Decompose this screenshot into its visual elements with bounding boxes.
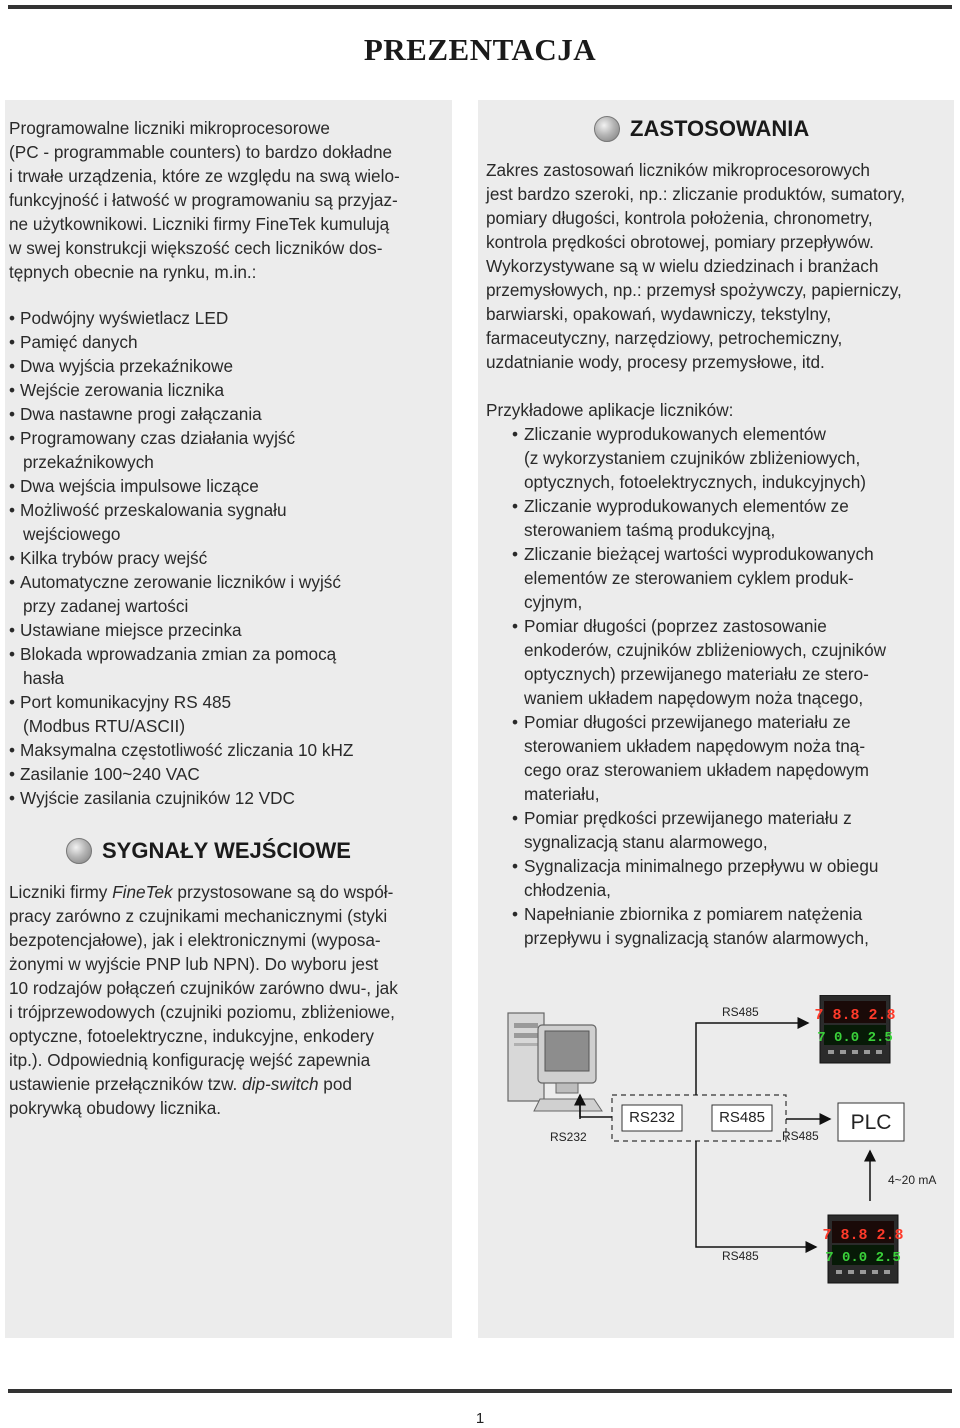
counter-bottom-green-digits: 7 0.0 2.5	[825, 1250, 901, 1266]
plc-label: PLC	[850, 1111, 892, 1134]
feature-text: Ustawiane miejsce przecinka	[20, 620, 242, 640]
feature-text-continued: wejściowego	[23, 524, 121, 544]
rs485-right-label: RS485	[782, 1129, 819, 1143]
bullet-dot-icon	[66, 838, 92, 864]
signals-paragraph	[9, 880, 398, 1120]
feature-text-continued: przy zadanej wartości	[23, 596, 189, 616]
feature-text: Port komunikacyjny RS 485	[20, 692, 232, 712]
signals-heading-text: SYGNAŁY WEJŚCIOWE	[102, 838, 351, 863]
rs485-bottom-label: RS485	[722, 1249, 759, 1263]
apps-intro-line: farmaceutyczny, narzędziowy, petrochemiczny,	[486, 328, 843, 348]
bullet-icon: •	[512, 904, 519, 924]
signals-line: optyczne, fotoelektryczne, indukcyjne, enkodery	[9, 1026, 374, 1046]
example-text: Zliczanie wyprodukowanych elementów	[524, 424, 826, 444]
example-text-continued: przepływu i sygnalizacją stanów alarmowych,	[524, 928, 869, 948]
dip-switch-term: dip-switch	[242, 1074, 319, 1094]
signals-line	[9, 880, 398, 904]
signals-line	[9, 1072, 398, 1096]
bottom-rule	[8, 1389, 952, 1393]
feature-text: Zasilanie 100~240 VAC	[20, 764, 200, 784]
example-item	[512, 854, 886, 878]
example-item	[512, 422, 886, 446]
ma-signal-label: 4~20 mA	[888, 1173, 937, 1187]
feature-text: Programowany czas działania wyjść	[20, 428, 296, 448]
bullet-icon: •	[512, 712, 519, 732]
feature-text: Dwa nastawne progi załączania	[20, 404, 262, 424]
bullet-icon: •	[9, 644, 16, 664]
counter-bottom-red-digits: 7 8.8 2.8	[822, 1227, 904, 1244]
feature-text: Automatyczne zerowanie liczników i wyjść	[20, 572, 341, 592]
apps-intro-line: jest bardzo szeroki, np.: zliczanie produktów, sumatory,	[486, 184, 906, 204]
bullet-icon: •	[512, 424, 519, 444]
bullet-icon: •	[9, 308, 16, 328]
feature-item	[9, 426, 353, 450]
example-text: Zliczanie bieżącej wartości wyprodukowanych	[524, 544, 874, 564]
feature-text: Dwa wejścia impulsowe liczące	[20, 476, 259, 496]
example-item	[512, 542, 886, 566]
intro-line: i trwałe urządzenia, które ze względu na swą wielo-	[9, 166, 400, 186]
bullet-icon: •	[9, 332, 16, 352]
applications-heading	[594, 116, 809, 142]
rs232-box-label: RS232	[629, 1109, 675, 1126]
examples-list	[512, 422, 886, 950]
signals-line-pre: ustawienie przełączników tzw.	[9, 1074, 243, 1094]
example-text-continued: sygnalizacją stanu alarmowego,	[524, 832, 768, 852]
rs485-box-label: RS485	[719, 1109, 765, 1126]
bullet-icon: •	[512, 808, 519, 828]
example-text-continued: sterowaniem taśmą produkcyjną,	[524, 520, 776, 540]
example-text-continued: materiału,	[524, 784, 600, 804]
feature-text: Blokada wprowadzania zmian za pomocą	[20, 644, 337, 664]
example-text-continued: elementów ze sterowaniem cyklem produk-	[524, 568, 854, 588]
signals-line: i trójprzewodowych (czujniki poziomu, zbliżeniowe,	[9, 1002, 395, 1022]
example-text-continued: chłodzenia,	[524, 880, 611, 900]
feature-item	[9, 642, 353, 666]
feature-text: Możliwość przeskalowania sygnału	[20, 500, 287, 520]
example-item	[512, 614, 886, 638]
bullet-icon: •	[9, 572, 16, 592]
feature-text-continued: hasła	[23, 668, 65, 688]
apps-intro-line: barwiarski, opakowań, wydawniczy, tekstylny,	[486, 304, 832, 324]
feature-text: Dwa wyjścia przekaźnikowe	[20, 356, 234, 376]
signals-line: pokrywką obudowy licznika.	[9, 1098, 222, 1118]
counter-top-green-digits: 7 0.0 2.5	[817, 1030, 893, 1046]
signals-line: itp.). Odpowiednią konfigurację wejść zapewnia	[9, 1050, 371, 1070]
brand-name: FineTek	[112, 882, 173, 902]
intro-line: tępnych obecnie na rynku, m.in.:	[9, 262, 257, 282]
feature-item	[9, 498, 353, 522]
bullet-dot-icon	[594, 116, 620, 142]
bullet-icon: •	[9, 692, 16, 712]
bullet-icon: •	[9, 764, 16, 784]
apps-intro-line: kontrola prędkości obrotowej, pomiary przepływów.	[486, 232, 874, 252]
feature-item	[9, 306, 353, 330]
counter-display-top-icon	[814, 995, 895, 1063]
bullet-icon: •	[9, 500, 16, 520]
bullet-icon: •	[512, 544, 519, 564]
bullet-icon: •	[9, 356, 16, 376]
signals-line: pracy zarówno z czujnikami mechanicznymi (styki	[9, 906, 388, 926]
example-text: Pomiar prędkości przewijanego materiału z	[524, 808, 852, 828]
page-title: PREZENTACJA	[363, 32, 597, 67]
intro-paragraph	[9, 116, 400, 284]
example-item	[512, 806, 886, 830]
example-text-continued: optycznych, fotoelektrycznych, indukcyjnych)	[524, 472, 866, 492]
example-text-continued: cyjnym,	[524, 592, 583, 612]
signals-line-post: przystosowane są do współ-	[172, 882, 394, 902]
feature-item	[9, 546, 353, 570]
apps-intro-line: pomiary długości, kontrola położenia, chronometry,	[486, 208, 873, 228]
bullet-icon: •	[9, 548, 16, 568]
counter-top-red-digits: 7 8.8 2.8	[814, 1007, 896, 1024]
feature-item	[9, 738, 353, 762]
feature-text: Wejście zerowania licznika	[20, 380, 225, 400]
example-item	[512, 494, 886, 518]
bullet-icon: •	[512, 496, 519, 516]
apps-intro-line: przemysłowych, np.: przemysł spożywczy, papierniczy,	[486, 280, 902, 300]
example-text: Sygnalizacja minimalnego przepływu w obiegu	[524, 856, 879, 876]
feature-item	[9, 690, 353, 714]
top-rule	[8, 5, 952, 9]
feature-item	[9, 330, 353, 354]
page-number: 1	[475, 1410, 485, 1427]
applications-heading-text: ZASTOSOWANIA	[630, 116, 810, 141]
feature-text: Pamięć danych	[20, 332, 138, 352]
signals-line: żonymi w wyjście PNP lub NPN). Do wyboru jest	[9, 954, 379, 974]
rs232-left-label: RS232	[550, 1130, 587, 1144]
example-item	[512, 710, 886, 734]
feature-item	[9, 786, 353, 810]
example-text-continued: sterowaniem układem napędowym noża tną-	[524, 736, 866, 756]
feature-text: Wyjście zasilania czujników 12 VDC	[20, 788, 295, 808]
bullet-icon: •	[9, 740, 16, 760]
rs485-top-label: RS485	[722, 1005, 759, 1019]
feature-item	[9, 378, 353, 402]
applications-intro	[486, 158, 905, 374]
example-text-continued: waniem układem napędowym noża tnącego,	[524, 688, 864, 708]
intro-line: w swej konstrukcji większość cech liczników dos-	[9, 238, 383, 258]
features-list	[9, 306, 353, 810]
bullet-icon: •	[9, 620, 16, 640]
intro-line: (PC - programmable counters) to bardzo dokładne	[9, 142, 393, 162]
example-text-continued: (z wykorzystaniem czujników zbliżeniowych,	[524, 448, 861, 468]
feature-item	[9, 762, 353, 786]
bullet-icon: •	[512, 856, 519, 876]
example-text: Pomiar długości przewijanego materiału ze	[524, 712, 851, 732]
feature-text-continued: (Modbus RTU/ASCII)	[23, 716, 186, 736]
feature-text: Podwójny wyświetlacz LED	[20, 308, 229, 328]
signals-line: bezpotencjałowe), jak i elektronicznymi (wyposa-	[9, 930, 381, 950]
feature-item	[9, 570, 353, 594]
pc-computer-icon	[508, 1013, 602, 1111]
signals-line: 10 rodzajów połączeń czujników zarówno dwu-, jak	[9, 978, 398, 998]
example-item	[512, 902, 886, 926]
feature-item	[9, 354, 353, 378]
bullet-icon: •	[9, 788, 16, 808]
bullet-icon: •	[9, 476, 16, 496]
bullet-icon: •	[9, 404, 16, 424]
feature-text: Maksymalna częstotliwość zliczania 10 kHZ	[20, 740, 354, 760]
feature-text: Kilka trybów pracy wejść	[20, 548, 208, 568]
apps-intro-line: Zakres zastosowań liczników mikroprocesorowych	[486, 160, 870, 180]
examples-heading: Przykładowe aplikacje liczników:	[486, 400, 734, 420]
intro-line: funkcyjność i łatwość w programowaniu są przyjaz-	[9, 190, 398, 210]
apps-intro-line: Wykorzystywane są w wielu dziedzinach i branżach	[486, 256, 879, 276]
feature-text-continued: przekaźnikowych	[23, 452, 154, 472]
example-text: Pomiar długości (poprzez zastosowanie	[524, 616, 827, 636]
apps-intro-line: uzdatnianie wody, procesy przemysłowe, itd.	[486, 352, 825, 372]
example-text-continued: optycznych) przewijanego materiału ze stero-	[524, 664, 869, 684]
counter-display-bottom-icon	[822, 1215, 903, 1283]
intro-line: Programowalne liczniki mikroprocesorowe	[9, 118, 330, 138]
signals-line-pre: Liczniki firmy	[9, 882, 113, 902]
connection-diagram	[490, 995, 952, 1285]
example-text: Napełnianie zbiornika z pomiarem natężenia	[524, 904, 863, 924]
bullet-icon: •	[512, 616, 519, 636]
signals-line-post: pod	[318, 1074, 352, 1094]
intro-line: ne użytkownikowi. Liczniki firmy FineTek kumulują	[9, 214, 390, 234]
feature-item	[9, 618, 353, 642]
example-text: Zliczanie wyprodukowanych elementów ze	[524, 496, 849, 516]
bullet-icon: •	[9, 380, 16, 400]
feature-item	[9, 474, 353, 498]
signals-heading	[66, 838, 351, 864]
example-text-continued: cego oraz sterowaniem układem napędowym	[524, 760, 869, 780]
bullet-icon: •	[9, 428, 16, 448]
example-text-continued: enkoderów, czujników zbliżeniowych, czujników	[524, 640, 887, 660]
feature-item	[9, 402, 353, 426]
